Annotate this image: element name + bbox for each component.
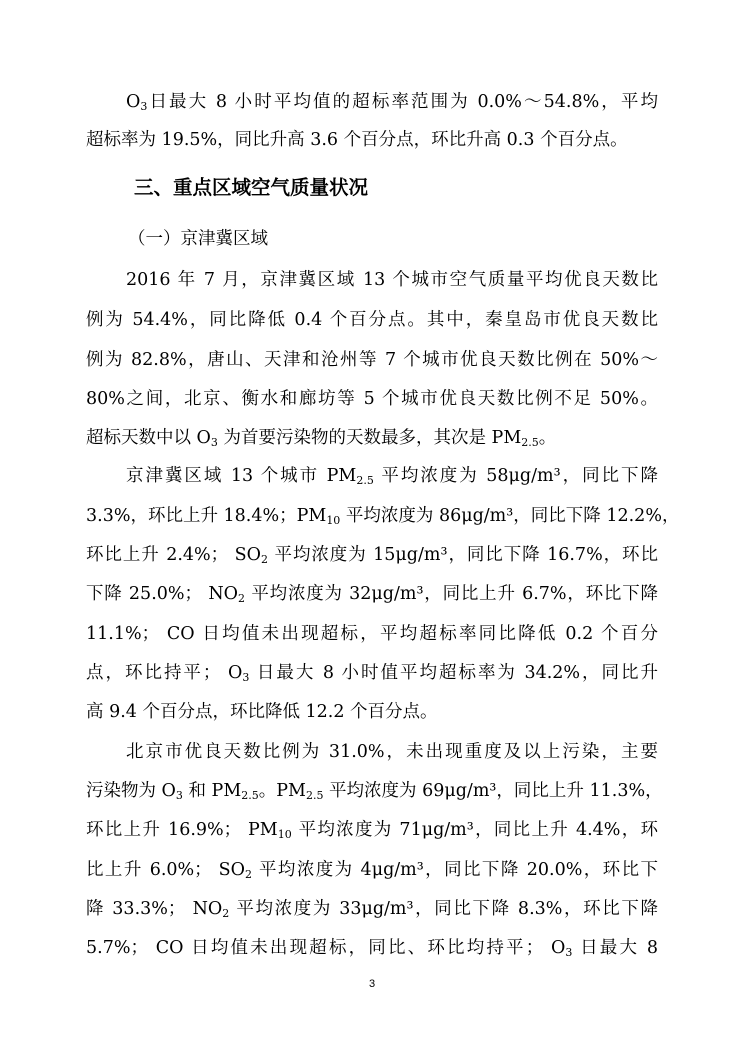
text-line: $O_3$日最大 8 小时平均值的超标率范围为 0.0%～54.8%，平均 [126,92,658,113]
subsection-heading: （一）京津冀区域 [128,229,268,249]
text-line: 超标天数中以 $O_3$ 为首要污染物的天数最多，其次是 $PM_{2.5}$。 [86,428,557,449]
text-line: 北京市优良天数比例为 31.0%，未出现重度及以上污染，主要 [126,742,658,762]
text-line: 下降 25.0%； $NO_2$ 平均浓度为 32μg/m³，同比上升 6.7%，环比下降 [86,584,658,605]
text-line: 京津冀区域 13 个城市 $PM_{2.5}$ 平均浓度为 58μg/m³，同比下降 [126,466,658,487]
text-line: 例为 54.4%，同比降低 0.4 个百分点。其中，秦皇岛市优良天数比 [86,310,658,330]
text-line: 比上升 6.0%； $SO_2$ 平均浓度为 4μg/m³，同比下降 20.0%，环比下 [86,860,659,881]
text-line: 例为 82.8%，唐山、天津和沧州等 7 个城市优良天数比例在 50%～ [86,350,658,370]
text-line: 3.3%，环比上升 18.4%；$PM_{10}$ 平均浓度为 86μg/m³，同比下降 12.2%， [86,506,680,527]
text-line: 高 9.4 个百分点，环比降低 12.2 个百分点。 [86,702,438,722]
text-line: 环比上升 2.4%； $SO_2$ 平均浓度为 15μg/m³，同比下降 16.7%，环比 [86,545,658,566]
text-line: 点，环比持平； $O_3$ 日最大 8 小时值平均超标率为 34.2%，同比升 [86,663,658,684]
text-line: 环比上升 16.9%； $PM_{10}$ 平均浓度为 71μg/m³，同比上升 4.4%，环 [86,820,658,841]
text-line: 11.1%； CO 日均值未出现超标，平均超标率同比降低 0.2 个百分 [86,624,658,644]
text-line: 2016 年 7 月，京津冀区域 13 个城市空气质量平均优良天数比 [126,270,658,290]
text-line: 降 33.3%； $NO_2$ 平均浓度为 33μg/m³，同比下降 8.3%，环比下降 [86,899,658,920]
section-heading: 三、重点区域空气质量状况 [134,176,369,199]
text-line: 5.7%； CO 日均值未出现超标，同比、环比均持平； $O_3$ 日最大 8 [86,938,659,959]
text-line: 污染物为 $O_3$ 和 $PM_{2.5}$。$PM_{2.5}$ 平均浓度为 69μg/m³，同比上升 11.3%， [86,781,663,802]
text-line: 80%之间，北京、衡水和廊坊等 5 个城市优良天数比例不足 50%。 [86,389,658,409]
text-line: 超标率为 19.5%，同比升高 3.6 个百分点，环比升高 0.3 个百分点。 [86,130,628,150]
page-number: 3 [368,978,376,990]
